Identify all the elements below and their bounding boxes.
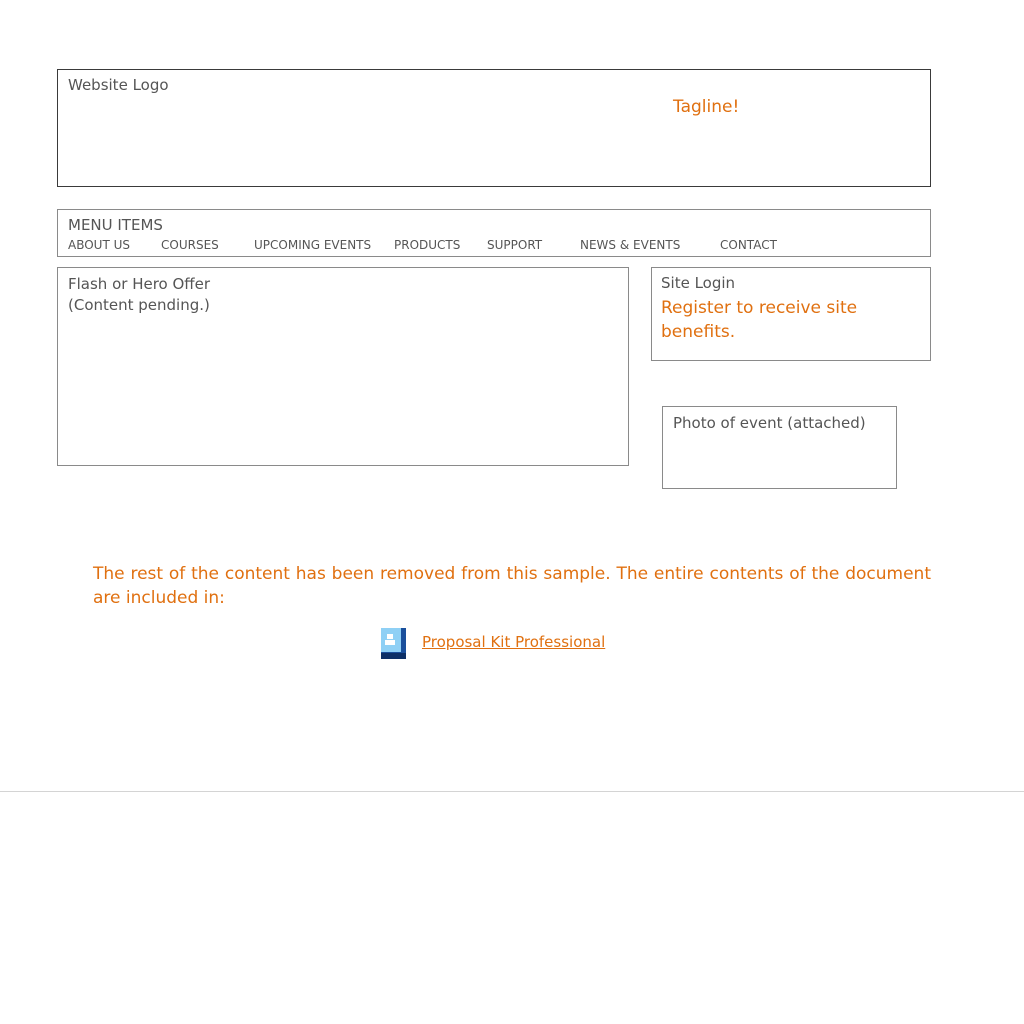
event-photo-label: Photo of event (attached) <box>673 414 866 432</box>
document-icon[interactable] <box>380 627 407 660</box>
website-logo-placeholder: Website Logo <box>68 76 169 94</box>
hero-title: Flash or Hero Offer <box>68 275 211 293</box>
tagline: Tagline! <box>673 97 740 117</box>
proposal-kit-link[interactable]: Proposal Kit Professional <box>422 633 606 651</box>
menu-item-news-events[interactable]: NEWS & EVENTS <box>580 238 681 252</box>
menu-item-upcoming-events[interactable]: UPCOMING EVENTS <box>254 238 372 252</box>
hero-text <box>68 274 210 316</box>
header-section <box>57 69 931 187</box>
hero-offer-section <box>57 267 629 466</box>
site-login-title: Site Login <box>661 274 736 292</box>
menu-item-products[interactable]: PRODUCTS <box>394 238 461 252</box>
document-icon-base <box>381 653 406 659</box>
document-icon-block-2 <box>385 640 395 645</box>
menu-item-about-us[interactable]: ABOUT US <box>68 238 131 252</box>
menu-section <box>57 209 931 257</box>
page-divider <box>0 791 1024 792</box>
menu-title: MENU ITEMS <box>68 216 163 234</box>
menu-item-contact[interactable]: CONTACT <box>720 238 777 252</box>
site-login-section <box>651 267 931 361</box>
menu-item-support[interactable]: SUPPORT <box>487 238 543 252</box>
hero-status: (Content pending.) <box>68 296 210 314</box>
menu-item-courses[interactable]: COURSES <box>161 238 219 252</box>
event-photo-section <box>662 406 897 489</box>
sample-notice: The rest of the content has been removed from this sample. The entire contents of the document are included in: <box>93 564 931 608</box>
document-icon-block-1 <box>387 634 393 639</box>
register-message: Register to receive site benefits. <box>661 298 858 342</box>
